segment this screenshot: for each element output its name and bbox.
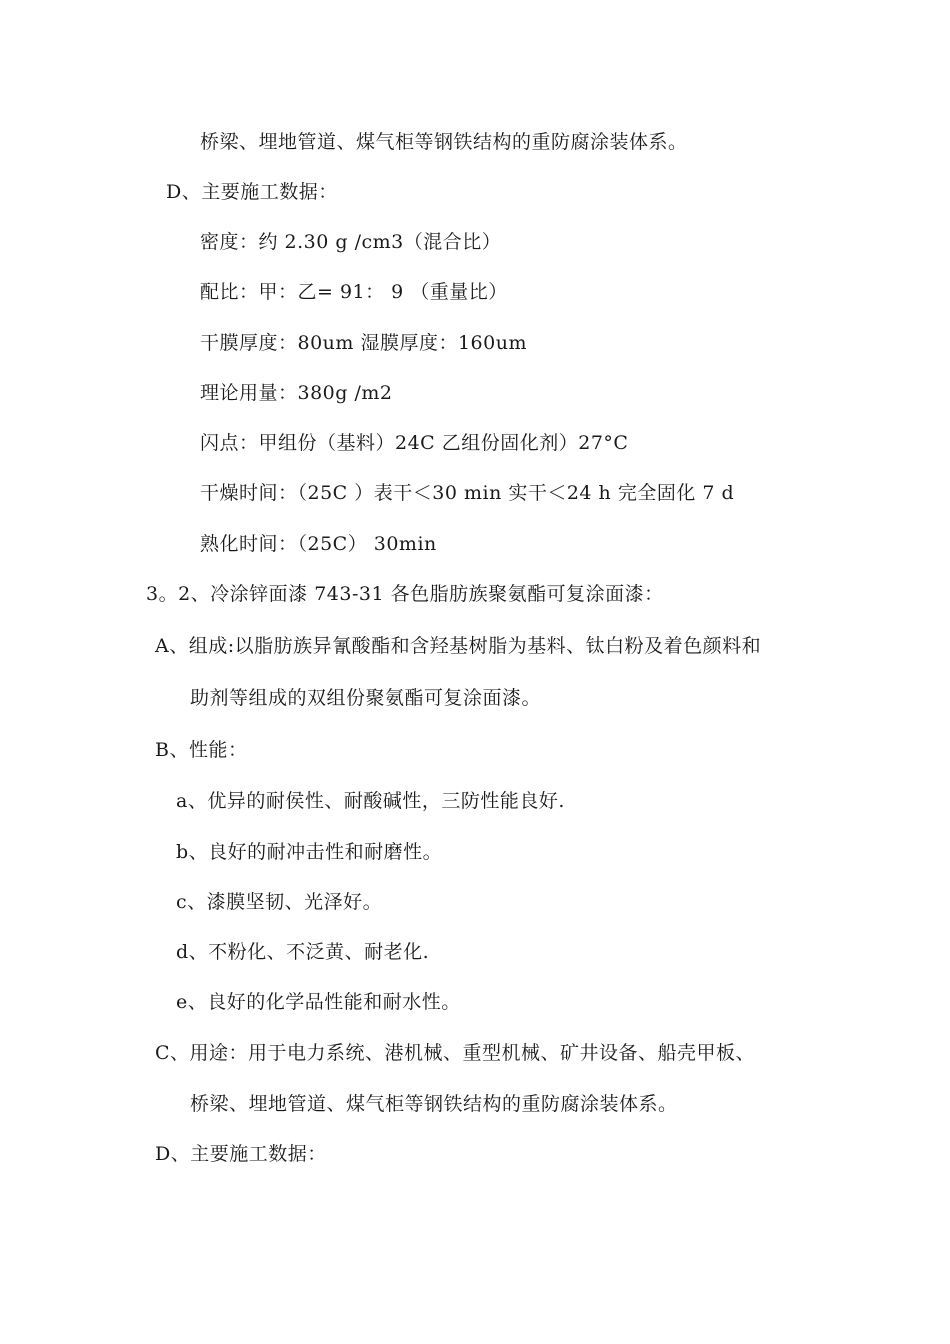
- flash-point-line: 闪点：甲组份（基料）24C 乙组份固化剂）27°C: [200, 432, 629, 454]
- mix-ratio-line: 配比：甲：乙= 91： 9 （重量比）: [200, 281, 508, 303]
- theoretical-usage-line: 理论用量：380g /m2: [200, 382, 393, 404]
- performance-item-a: a、优异的耐侯性、耐酸碱性，三防性能良好.: [176, 790, 565, 812]
- composition-line-1: A、组成:以脂肪族异氰酸酯和含羟基树脂为基料、钛白粉及着色颜料和: [155, 635, 762, 657]
- performance-item-d: d、不粉化、不泛黄、耐老化.: [176, 941, 430, 963]
- composition-line-2: 助剂等组成的双组份聚氨酯可复涂面漆。: [190, 687, 542, 709]
- construction-data-heading: D、主要施工数据：: [166, 181, 338, 203]
- performance-item-c: c、漆膜坚韧、光泽好。: [176, 891, 383, 913]
- density-line: 密度：约 2.30 g /cm3（混合比）: [200, 231, 502, 253]
- ripening-time-line: 熟化时间：（25C） 30min: [200, 533, 437, 555]
- performance-item-b: b、良好的耐冲击性和耐磨性。: [176, 841, 443, 863]
- usage-line-2: 桥梁、埋地管道、煤气柜等钢铁结构的重防腐涂装体系。: [190, 1093, 678, 1115]
- film-thickness-line: 干膜厚度：80um 湿膜厚度：160um: [200, 332, 527, 354]
- construction-data-heading-2: D、主要施工数据：: [155, 1143, 327, 1165]
- performance-item-e: e、良好的化学品性能和耐水性。: [176, 991, 461, 1013]
- usage-continuation-line: 桥梁、埋地管道、煤气柜等钢铁结构的重防腐涂装体系。: [200, 131, 688, 153]
- usage-line-1: C、用途：用于电力系统、港机械、重型机械、矿井设备、船壳甲板、: [155, 1042, 756, 1064]
- drying-time-line: 干燥时间：（25C ）表干＜30 min 实干＜24 h 完全固化 7 d: [200, 482, 735, 504]
- section-heading-3-2: 3。2、冷涂锌面漆 743-31 各色脂肪族聚氨酯可复涂面漆：: [146, 583, 664, 605]
- performance-heading: B、性能：: [155, 739, 248, 761]
